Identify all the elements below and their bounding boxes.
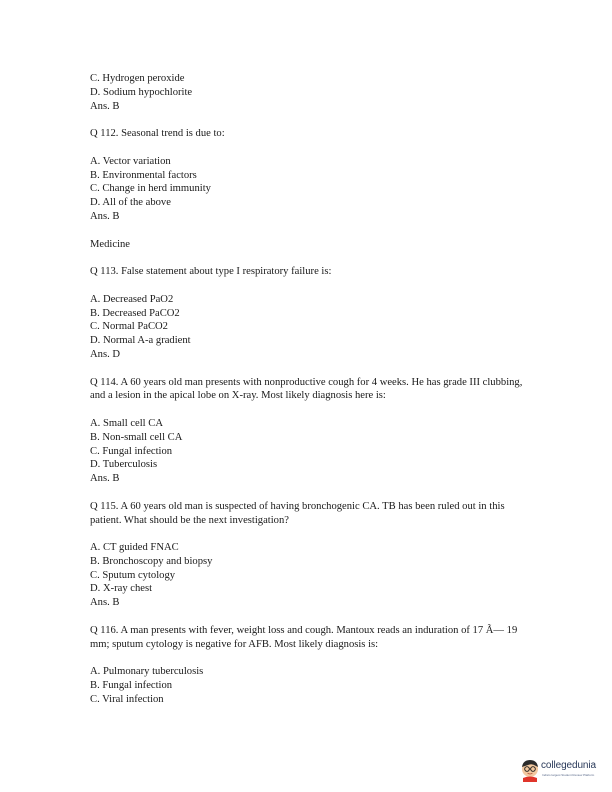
answer: Ans. B — [90, 210, 120, 222]
option: A. Pulmonary tuberculosis — [90, 666, 204, 678]
option: C. Change in herd immunity — [90, 183, 211, 195]
option: A. Vector variation — [90, 155, 171, 167]
question-content — [90, 72, 530, 707]
question-114 — [90, 376, 530, 486]
answer: Ans. B — [90, 100, 120, 112]
question-text: Q 112. Seasonal trend is due to: — [90, 128, 225, 140]
collegedunia-logo — [520, 756, 608, 786]
option: D. X-ray chest — [90, 583, 153, 595]
option: D. Sodium hypochlorite — [90, 86, 193, 98]
student-avatar-icon — [520, 758, 540, 782]
option: A. CT guided FNAC — [90, 542, 179, 554]
option: B. Bronchoscopy and biopsy — [90, 555, 213, 567]
option: C. Normal PaCO2 — [90, 321, 168, 333]
option: D. Normal A-a gradient — [90, 335, 191, 347]
question-113 — [90, 265, 530, 362]
prev-question-block — [90, 72, 530, 113]
question-text: Q 115. A 60 years old man is suspected of having bronchogenic CA. TB has been ruled out in this patient. What should be the next investigation? — [90, 500, 505, 526]
option: B. Fungal infection — [90, 680, 173, 692]
option: C. Hydrogen peroxide — [90, 73, 185, 84]
question-116 — [90, 624, 530, 707]
question-115 — [90, 500, 530, 610]
option: D. Tuberculosis — [90, 459, 158, 471]
brand-tagline: India's largest Student Review Platform — [542, 773, 595, 777]
option: B. Decreased PaCO2 — [90, 307, 180, 319]
option: B. Environmental factors — [90, 169, 197, 181]
section-title: Medicine — [90, 238, 131, 250]
question-text: Q 114. A 60 years old man presents with nonproductive cough for 4 weeks. He has grade III clubbing, and a lesion in the apical lobe on X-ray. Most likely diagnosis here is: — [90, 376, 523, 402]
option: D. All of the above — [90, 197, 171, 209]
option: A. Decreased PaO2 — [90, 293, 174, 305]
answer: Ans. B — [90, 597, 120, 609]
answer: Ans. D — [90, 348, 121, 360]
option: A. Small cell CA — [90, 417, 163, 429]
option: B. Non-small cell CA — [90, 431, 183, 443]
question-text: Q 116. A man presents with fever, weight loss and cough. Mantoux reads an induration of 17 Ã— 19 mm; sputum cytology is negative for AFB. Most likely diagnosis is: — [90, 624, 518, 650]
option: C. Viral infection — [90, 693, 164, 705]
option: C. Sputum cytology — [90, 569, 176, 581]
brand-name: collegedunia — [541, 760, 596, 771]
option: C. Fungal infection — [90, 445, 173, 457]
question-text: Q 113. False statement about type I respiratory failure is: — [90, 266, 332, 278]
answer: Ans. B — [90, 473, 120, 485]
question-112 — [90, 127, 530, 224]
